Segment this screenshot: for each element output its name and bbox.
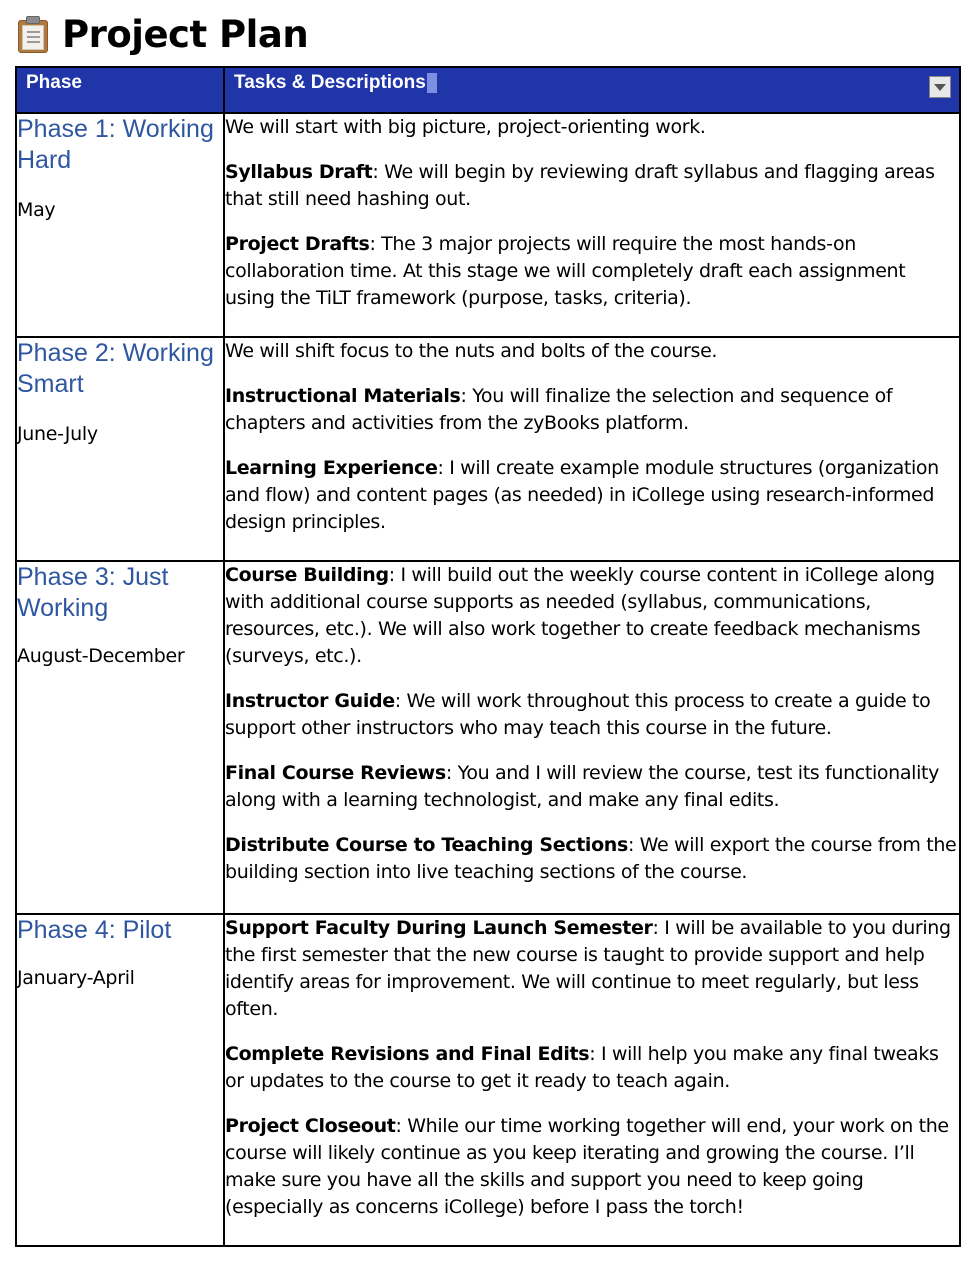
task-item xyxy=(225,688,959,742)
tasks-cell xyxy=(224,561,960,914)
task-item xyxy=(225,1113,959,1221)
phase-cell xyxy=(16,914,224,1246)
task-label: Instructional Materials xyxy=(225,385,461,407)
task-item xyxy=(225,1041,959,1095)
document-title: Project Plan xyxy=(62,13,309,56)
task-label: Final Course Reviews xyxy=(225,762,446,784)
task-item xyxy=(225,338,959,365)
table-row xyxy=(16,113,960,337)
phase-cell xyxy=(16,113,224,337)
header-tasks xyxy=(224,67,960,113)
table-header-row xyxy=(16,67,960,113)
task-label: Project Closeout xyxy=(225,1115,396,1137)
task-label: Distribute Course to Teaching Sections xyxy=(225,834,628,856)
task-label: Course Building xyxy=(225,564,389,586)
tasks-cell xyxy=(224,914,960,1246)
project-plan-table xyxy=(15,66,961,1247)
header-tasks-label: Tasks & Descriptions xyxy=(234,72,426,93)
phase-date: August-December xyxy=(17,645,185,667)
task-label: Syllabus Draft xyxy=(225,161,373,183)
header-phase-label: Phase xyxy=(26,72,82,93)
task-label: Support Faculty During Launch Semester xyxy=(225,917,653,939)
phase-name: Phase 2: Working Smart xyxy=(17,339,214,398)
task-label: Instructor Guide xyxy=(225,690,395,712)
task-text: : The 3 major projects will require the most hands-on collaboration time. At this stage we will completely draft each assignment using the TiLT framework (purpose, tasks, criteria). xyxy=(225,233,906,309)
task-text: : We will export the course from the building section into live teaching sections of the course. xyxy=(225,834,957,883)
task-item xyxy=(225,562,959,670)
task-text: We will start with big picture, project-orienting work. xyxy=(225,116,706,138)
task-item xyxy=(225,159,959,213)
document-title-row xyxy=(16,12,308,58)
tasks-cell xyxy=(224,337,960,561)
table-row xyxy=(16,561,960,914)
task-label: Project Drafts xyxy=(225,233,370,255)
task-item xyxy=(225,231,959,312)
phase-date: June-July xyxy=(17,423,98,445)
phase-cell xyxy=(16,337,224,561)
task-text: : I will create example module structures (organization and flow) and content pages (as needed) in iCollege using research-informed design principles. xyxy=(225,457,939,533)
table-row xyxy=(16,914,960,1246)
task-item xyxy=(225,832,959,886)
task-text: We will shift focus to the nuts and bolts of the course. xyxy=(225,340,718,362)
header-phase xyxy=(16,67,224,113)
chevron-down-icon xyxy=(934,84,946,91)
phase-name: Phase 4: Pilot xyxy=(17,916,172,944)
task-item xyxy=(225,760,959,814)
task-text: : You will finalize the selection and sequence of chapters and activities from the zyBooks platform. xyxy=(225,385,893,434)
task-text: : We will begin by reviewing draft syllabus and flagging areas that still need hashing out. xyxy=(225,161,935,210)
task-label: Learning Experience xyxy=(225,457,438,479)
phase-name: Phase 1: Working Hard xyxy=(17,115,214,174)
task-text: : I will be available to you during the first semester that the new course is taught to provide support and help identify areas for improvement. We will continue to meet regularly, but less often. xyxy=(225,917,951,1020)
phase-date: May xyxy=(17,199,56,221)
phase-name: Phase 3: Just Working xyxy=(17,563,169,622)
clipboard-icon xyxy=(16,16,50,54)
phase-cell xyxy=(16,561,224,914)
column-dropdown-button[interactable] xyxy=(929,76,951,98)
task-item xyxy=(225,915,959,1023)
task-text: : I will build out the weekly course content in iCollege along with additional course supports as needed (syllabus, communications, resources, etc.). We will also work together to create feedback mechanisms (surveys, etc.). xyxy=(225,564,935,667)
task-item xyxy=(225,114,959,141)
task-item xyxy=(225,455,959,536)
task-text: : While our time working together will end, your work on the course will likely continue as you keep iterating and growing the course. I’ll make sure you have all the skills and support you need to keep going (especially as concerns iCollege) before I pass the torch! xyxy=(225,1115,949,1218)
task-text: : I will help you make any final tweaks or updates to the course to get it ready to teach again. xyxy=(225,1043,939,1092)
task-label: Complete Revisions and Final Edits xyxy=(225,1043,590,1065)
text-cursor xyxy=(427,73,437,93)
task-text: : We will work throughout this process to create a guide to support other instructors who may teach this course in the future. xyxy=(225,690,931,739)
tasks-cell xyxy=(224,113,960,337)
table-row xyxy=(16,337,960,561)
task-item xyxy=(225,383,959,437)
phase-date: January-April xyxy=(17,967,135,989)
task-text: : You and I will review the course, test its functionality along with a learning technologist, and make any final edits. xyxy=(225,762,940,811)
